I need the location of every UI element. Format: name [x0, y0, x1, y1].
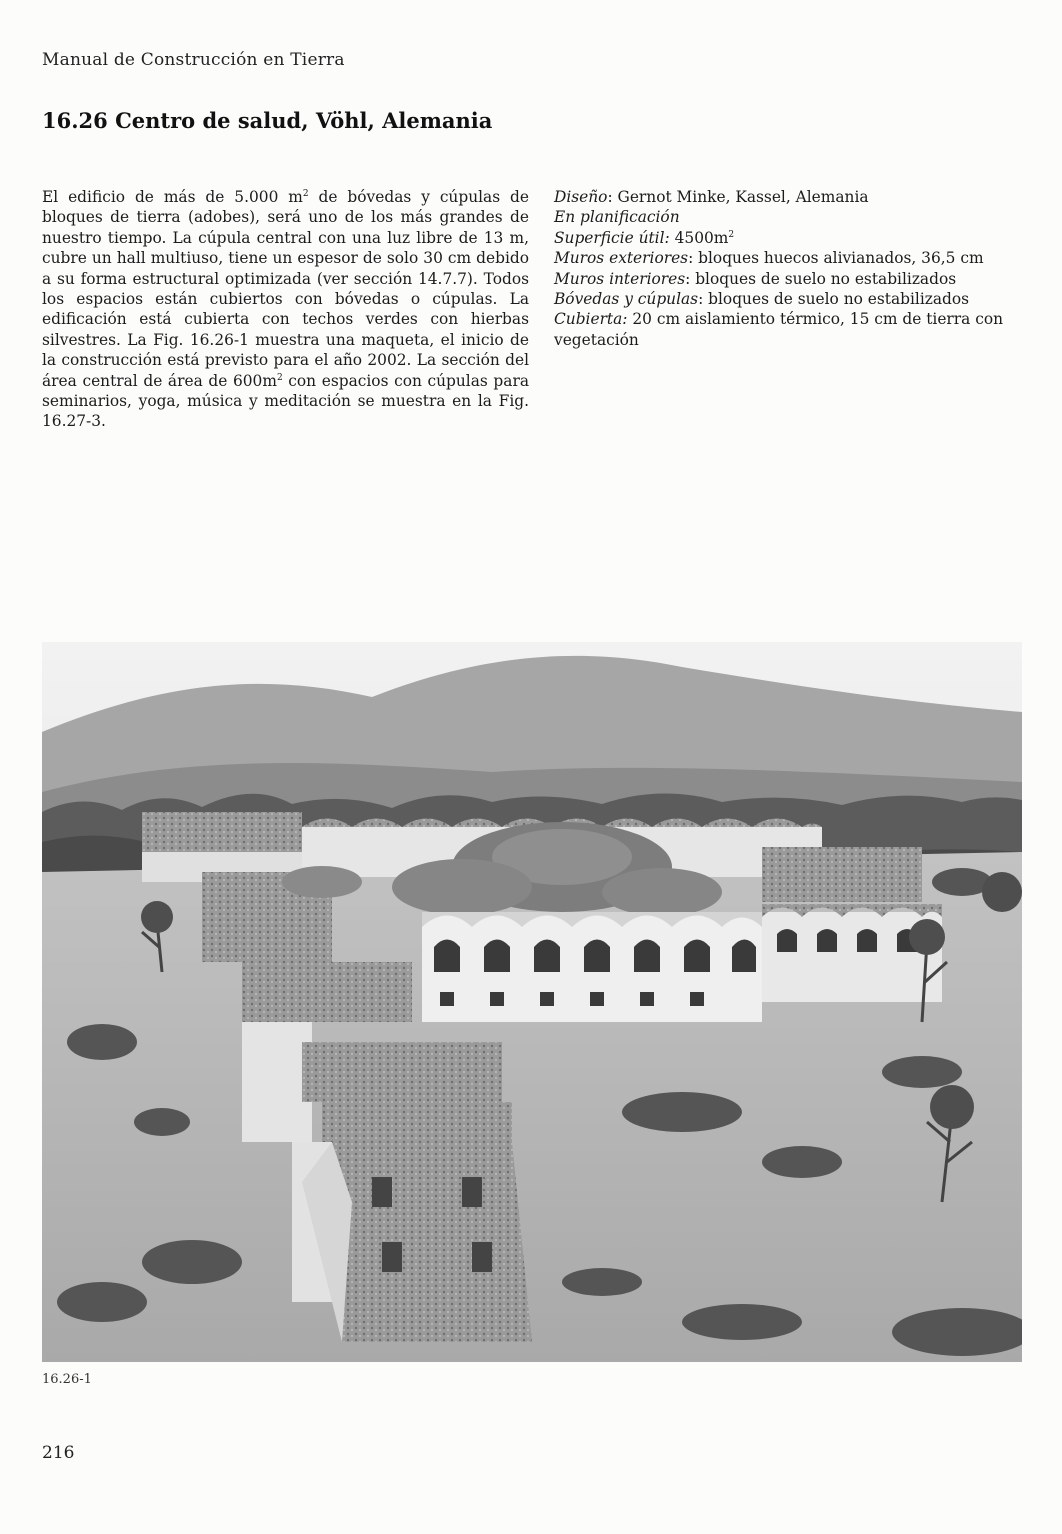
fact-value: 4500m	[674, 228, 729, 247]
running-header: Manual de Construcción en Tierra	[42, 50, 345, 70]
fact-line	[554, 187, 1044, 207]
superscript: 2	[276, 372, 283, 383]
fact-line	[554, 269, 1044, 289]
fact-value: 20 cm aislamiento térmico, 15 cm de tierra con vegetación	[554, 310, 1004, 349]
fact-line	[554, 248, 1044, 268]
fact-key: Diseño	[554, 188, 608, 206]
model-photograph	[42, 642, 1022, 1362]
fact-key: Muros exteriores	[554, 249, 689, 268]
fact-separator: :	[607, 188, 618, 206]
section-title: 16.26 Centro de salud, Vöhl, Alemania	[42, 108, 493, 133]
body-paragraph-part: de bóvedas y cúpulas de bloques de tierra (adobes), será uno de los más grandes de nuestro tiempo. La cúpula central con una luz libre de 13 m, cubre un hall multiuso, tiene un espesor de solo 30 cm debido a su forma estructural optimizada (ver sección 14.7.7). Todos los espacios están cubiertos con bóvedas o cúpulas. La edificación está cubierta con techos verdes con hierbas silvestres. La Fig. 16.26-1 muestra una maqueta, el inicio de la construcción está previsto para el año 2002. La sección del área central de área de 600m	[42, 188, 529, 390]
fact-line	[554, 207, 1044, 227]
body-paragraph	[42, 187, 529, 432]
fact-separator: :	[688, 249, 699, 268]
body-text-column	[42, 187, 529, 432]
fact-key: Muros interiores	[554, 269, 686, 288]
fact-key: En planificación	[554, 208, 680, 227]
fact-line	[554, 289, 1044, 309]
figure-caption: 16.26-1	[42, 1372, 92, 1387]
body-paragraph-part: El edificio de más de 5.000 m	[42, 188, 303, 206]
body-paragraph-part: con espacios con cúpulas para seminarios, yoga, música y meditación se muestra en la Fig. 16.27-3.	[42, 371, 529, 431]
superscript: 2	[728, 229, 735, 240]
fact-separator: :	[698, 290, 709, 309]
fact-separator: :	[685, 269, 696, 288]
page-number: 216	[42, 1443, 75, 1463]
superscript: 2	[302, 188, 309, 199]
fact-key: Cubierta:	[554, 310, 628, 329]
photo-illustration	[42, 642, 1022, 1362]
fact-value: bloques huecos alivianados, 36,5 cm	[698, 249, 984, 268]
fact-value: bloques de suelo no estabilizados	[708, 290, 970, 309]
fact-value: Gernot Minke, Kassel, Alemania	[617, 188, 869, 206]
fact-key: Superficie útil:	[554, 228, 670, 247]
project-facts-column	[554, 187, 1044, 350]
fact-value: bloques de suelo no estabilizados	[695, 269, 957, 288]
fact-key: Bóvedas y cúpulas	[554, 290, 699, 309]
fact-line	[554, 228, 1044, 248]
fact-line	[554, 309, 1044, 350]
